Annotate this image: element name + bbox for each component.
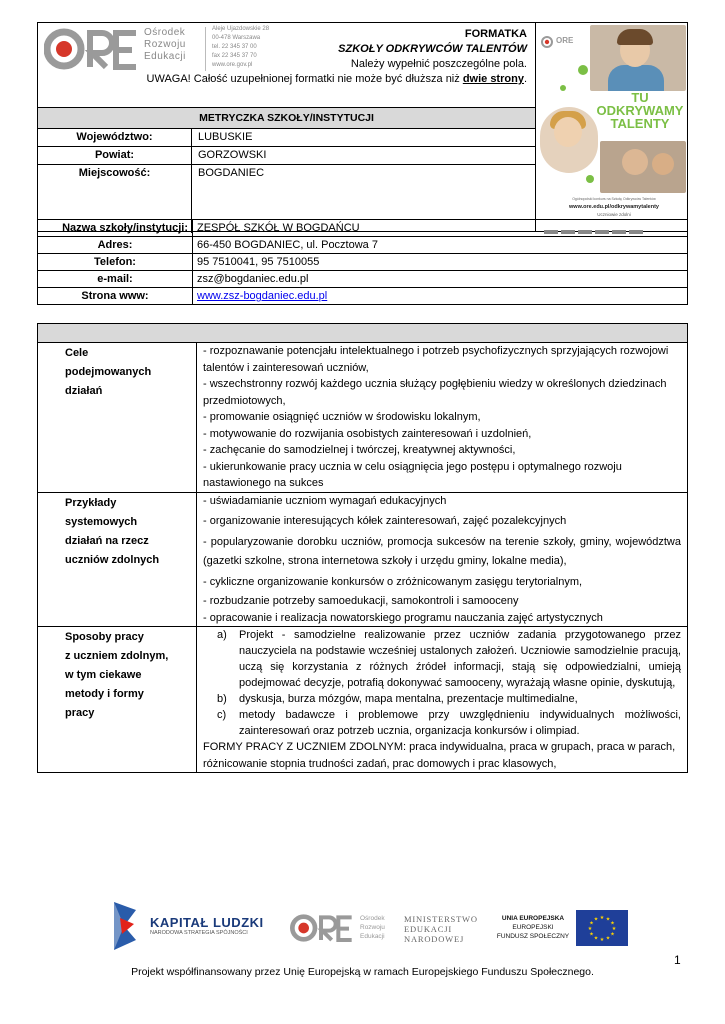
example-item: - organizowanie interesujących kółek zainteresowań, zajęć pozalekcyjnych [203, 514, 567, 527]
poster-url [544, 204, 684, 218]
ore-line-3: Edukacji [144, 51, 186, 62]
examples-content [197, 492, 688, 627]
voivodeship-value: LUBUSKIE [198, 131, 253, 143]
kapital-ludzki-logo-icon [110, 900, 140, 952]
goal-item: - motywowanie do rozwijania osobistych zainteresowań i uzdolnień, [203, 427, 532, 440]
ore-line-2: Rozwoju [144, 39, 186, 50]
examples-row [38, 492, 688, 627]
goals-label-2: podejmowanych [65, 366, 152, 378]
header-left [38, 23, 536, 231]
methods-label-4: metody i formy [65, 688, 144, 700]
svg-text:★: ★ [599, 937, 605, 943]
goal-item: - ukierunkowanie pracy ucznia w celu osiągnięcia jego postępu i optymalnego rozwoju nastawionego na sukces [203, 460, 622, 489]
email-row [38, 271, 688, 288]
form-subtitle: SZKOŁY ODKRYWCÓW TALENTÓW [338, 43, 527, 55]
goals-label [38, 343, 197, 493]
goal-item: - rozpoznawanie potencjału intelektualnego i potrzeb psychofizycznych sprzyjających rozwojowi talentów i zainteresowań uczniów, [203, 345, 669, 374]
ore-name [144, 27, 186, 63]
footer-logos [110, 900, 630, 954]
phone-label: Telefon: [38, 254, 193, 271]
warning-emphasis: dwie strony [462, 73, 524, 85]
school-value: ZESPÓŁ SZKÓŁ W BOGDAŃCU [193, 220, 688, 237]
methods-label-1: Sposoby pracy [65, 631, 144, 643]
cofinance-note: Projekt współfinansowany przez Unię Europejską w ramach Europejskiego Funduszu Społecznego. [131, 966, 594, 978]
ministry-line: MINISTERSTWO [404, 914, 478, 924]
examples-label-4: uczniów zdolnych [65, 553, 160, 566]
town-value: BOGDANIEC [198, 167, 265, 179]
warning-note [38, 72, 527, 87]
examples-label-1: Przykłady [65, 496, 117, 509]
footer-ore-text [360, 914, 385, 941]
addr-line-5: www.ore.gov.pl [212, 62, 253, 68]
county-value: GORZOWSKI [198, 149, 267, 161]
poster-url-sub: Uczniowie zdolni [597, 212, 631, 217]
examples-label-3: działań na rzecz [65, 534, 149, 547]
svg-text:★: ★ [593, 935, 599, 942]
example-item: - popularyzowanie dorobku uczniów, promocja sukcesów na terenie szkoły, gminy, województwa (gazetki szkolne, strona internetowa szkoły i urzędu gminy, lokalne media), [203, 536, 681, 567]
example-item: - cykliczne organizowanie konkursów o zróżnicowanym zasięgu terytorialnym, [203, 576, 583, 588]
form-title-block [338, 27, 527, 72]
www-cell [193, 288, 688, 305]
svg-text:★: ★ [605, 935, 611, 942]
poster-photo-girl [540, 107, 598, 173]
methods-label [38, 627, 197, 773]
method-item [203, 707, 681, 739]
main-table [37, 323, 688, 773]
school-label: Nazwa szkoły/instytucji: [38, 220, 193, 237]
addr-line-2: 00-478 Warszawa [212, 35, 261, 41]
svg-text:★: ★ [587, 926, 593, 932]
county-label: Powiat: [38, 147, 192, 164]
gray-header-row [38, 324, 688, 343]
methods-label-2: z uczniem zdolnym, [65, 650, 169, 662]
method-text: dyskusja, burza mózgów, mapa mentalna, prezentacje multimedialne, [239, 693, 578, 705]
footer-ore-line: Edukacji [360, 933, 385, 940]
ore-address [212, 25, 269, 70]
methods-label-3: w tym ciekawe [65, 669, 142, 681]
ministry-line: NARODOWEJ [404, 934, 465, 944]
addr-line-4: fax 22 345 37 70 [212, 53, 257, 59]
page-number: 1 [674, 953, 681, 967]
www-label: Strona www: [38, 288, 193, 305]
svg-text:★: ★ [610, 931, 615, 938]
voivodeship-row [38, 129, 535, 147]
svg-text:★: ★ [593, 916, 599, 923]
addr-line-1: Aleje Ujazdowskie 28 [212, 26, 270, 32]
poster-url-text: www.ore.edu.pl/odkrywamytalenty [569, 204, 659, 210]
ore-logo-mark [44, 25, 139, 73]
contact-table [37, 219, 688, 305]
header-box [37, 22, 688, 232]
svg-text:★: ★ [599, 915, 605, 921]
method-item [203, 627, 681, 691]
eu-line: FUNDUSZ SPOŁECZNY [496, 933, 570, 940]
address-value: 66-450 BOGDANIEC, ul. Pocztowa 7 [193, 237, 688, 254]
svg-text:★: ★ [589, 920, 594, 927]
poster-brand: ORE [556, 36, 574, 45]
address-label: Adres: [38, 237, 193, 254]
ore-logo [44, 25, 294, 77]
addr-line-3: tel. 22 345 37 00 [212, 44, 257, 50]
examples-label-2: systemowych [65, 515, 138, 528]
method-item [203, 691, 681, 707]
methods-row [38, 627, 688, 773]
phone-row [38, 254, 688, 271]
example-item: - rozbudzanie potrzeby samoedukacji, samokontroli i samooceny [203, 594, 519, 607]
kapital-ludzki-logo [150, 916, 264, 937]
email-value: zsz@bogdaniec.edu.pl [193, 271, 688, 288]
town-label: Miejscowość: [38, 165, 192, 233]
poster-small-text: Ogólnopolski konkurs na Szkołę Odkrywców Talentów [572, 197, 656, 201]
ore-divider [205, 27, 206, 71]
warning-prefix: UWAGA! Całość uzupełnionej formatki nie może być dłuższa niż [146, 73, 463, 85]
goal-item: - promowanie osiągnięć uczniów w środowisku lokalnym, [203, 411, 481, 423]
goals-content [197, 343, 688, 493]
eu-line: EUROPEJSKI [512, 924, 554, 931]
ministry-logo [404, 914, 478, 944]
poster-dot [586, 175, 594, 183]
method-marker: b) [217, 693, 227, 705]
metryczka-heading: METRYCZKA SZKOŁY/INSTYTUCJI [38, 107, 535, 129]
address-row [38, 237, 688, 254]
kl-title: KAPITAŁ LUDZKI [150, 915, 264, 930]
phone-value: 95 7510041, 95 7510055 [193, 254, 688, 271]
svg-text:★: ★ [610, 920, 615, 927]
voivodeship-label: Województwo: [38, 129, 192, 146]
warning-suffix: . [523, 73, 527, 85]
talents-poster [538, 25, 686, 229]
example-item: - opracowanie i realizacja nowatorskiego programu nauczania zajęć artystycznych [203, 612, 603, 624]
examples-label [38, 492, 197, 627]
school-row [38, 220, 688, 237]
goals-label-1: Cele [65, 347, 89, 359]
poster-photo-boy [590, 25, 686, 91]
goals-label-3: działań [65, 385, 103, 397]
method-marker: c) [217, 709, 227, 721]
goal-item: - zachęcanie do samodzielnej i twórczej, kreatywnej aktywności, [203, 444, 516, 456]
form-title: FORMATKA [464, 28, 527, 40]
ministry-line: EDUKACJI [404, 924, 452, 934]
work-forms: FORMY PRACY Z UCZNIEM ZDOLNYM: praca indywidualna, praca w grupach, praca w parach, różnicowanie stopnia trudności zadań, prac domowych i prac klasowych, [203, 741, 676, 770]
svg-text:★: ★ [611, 926, 617, 932]
footer-ore-line: Ośrodek [360, 915, 385, 922]
eu-line: UNIA EUROPEJSKA [501, 915, 565, 922]
svg-text:★: ★ [605, 916, 611, 923]
ore-line-1: Ośrodek [144, 27, 186, 38]
method-text: metody badawcze i problemowe przy uwzględnieniu indywidualnych możliwości, zainteresowań oraz potrzeb ucznia, organizacja konkursów i olimpiad. [239, 709, 681, 737]
methods-label-5: pracy [65, 707, 95, 719]
methods-list [203, 627, 681, 739]
county-row [38, 147, 535, 165]
gray-header-bar [38, 324, 688, 343]
methods-content [197, 627, 688, 773]
www-link[interactable]: www.zsz-bogdaniec.edu.pl [197, 290, 328, 302]
fill-note: Należy wypełnić poszczególne pola. [350, 58, 527, 70]
eu-fund-text [494, 914, 572, 941]
footer-ore-logo [288, 912, 356, 944]
svg-text:★: ★ [589, 931, 594, 938]
method-marker: a) [217, 629, 227, 641]
kl-subtitle: NARODOWA STRATEGIA SPÓJNOŚCI [150, 930, 248, 936]
poster-photo-children [600, 141, 686, 193]
poster-dot [560, 85, 566, 91]
poster-dot [578, 65, 588, 75]
email-label: e-mail: [38, 271, 193, 288]
poster-title-1: TU [631, 90, 649, 105]
www-row [38, 288, 688, 305]
footer-ore-line: Rozwoju [360, 924, 385, 931]
goals-row [38, 343, 688, 493]
eu-flag-icon [576, 910, 628, 946]
poster-title-3: TALENTY [610, 116, 670, 131]
poster-title-2: ODKRYWAMY [596, 103, 684, 118]
method-text: Projekt - samodzielne realizowanie przez uczniów zadania przygotowanego przez nauczyciela na podstawie wcześniej ustalonych założeń. Uczniowie samodzielnie pracują, uczą się korzystania z różnych źródeł informacji, stają się odpowiedzialni, umieją podejmować decyzje, potrafią dokonywać samooceny, wyrażają własne opinie, dyskutują, [239, 629, 681, 689]
example-item: - uświadamianie uczniom wymagań edukacyjnych [203, 494, 447, 507]
poster-title [596, 91, 684, 130]
goal-item: - wszechstronny rozwój każdego ucznia służący pogłębieniu wiedzy w określonych dziedzinach przedmiotowych, [203, 378, 667, 407]
